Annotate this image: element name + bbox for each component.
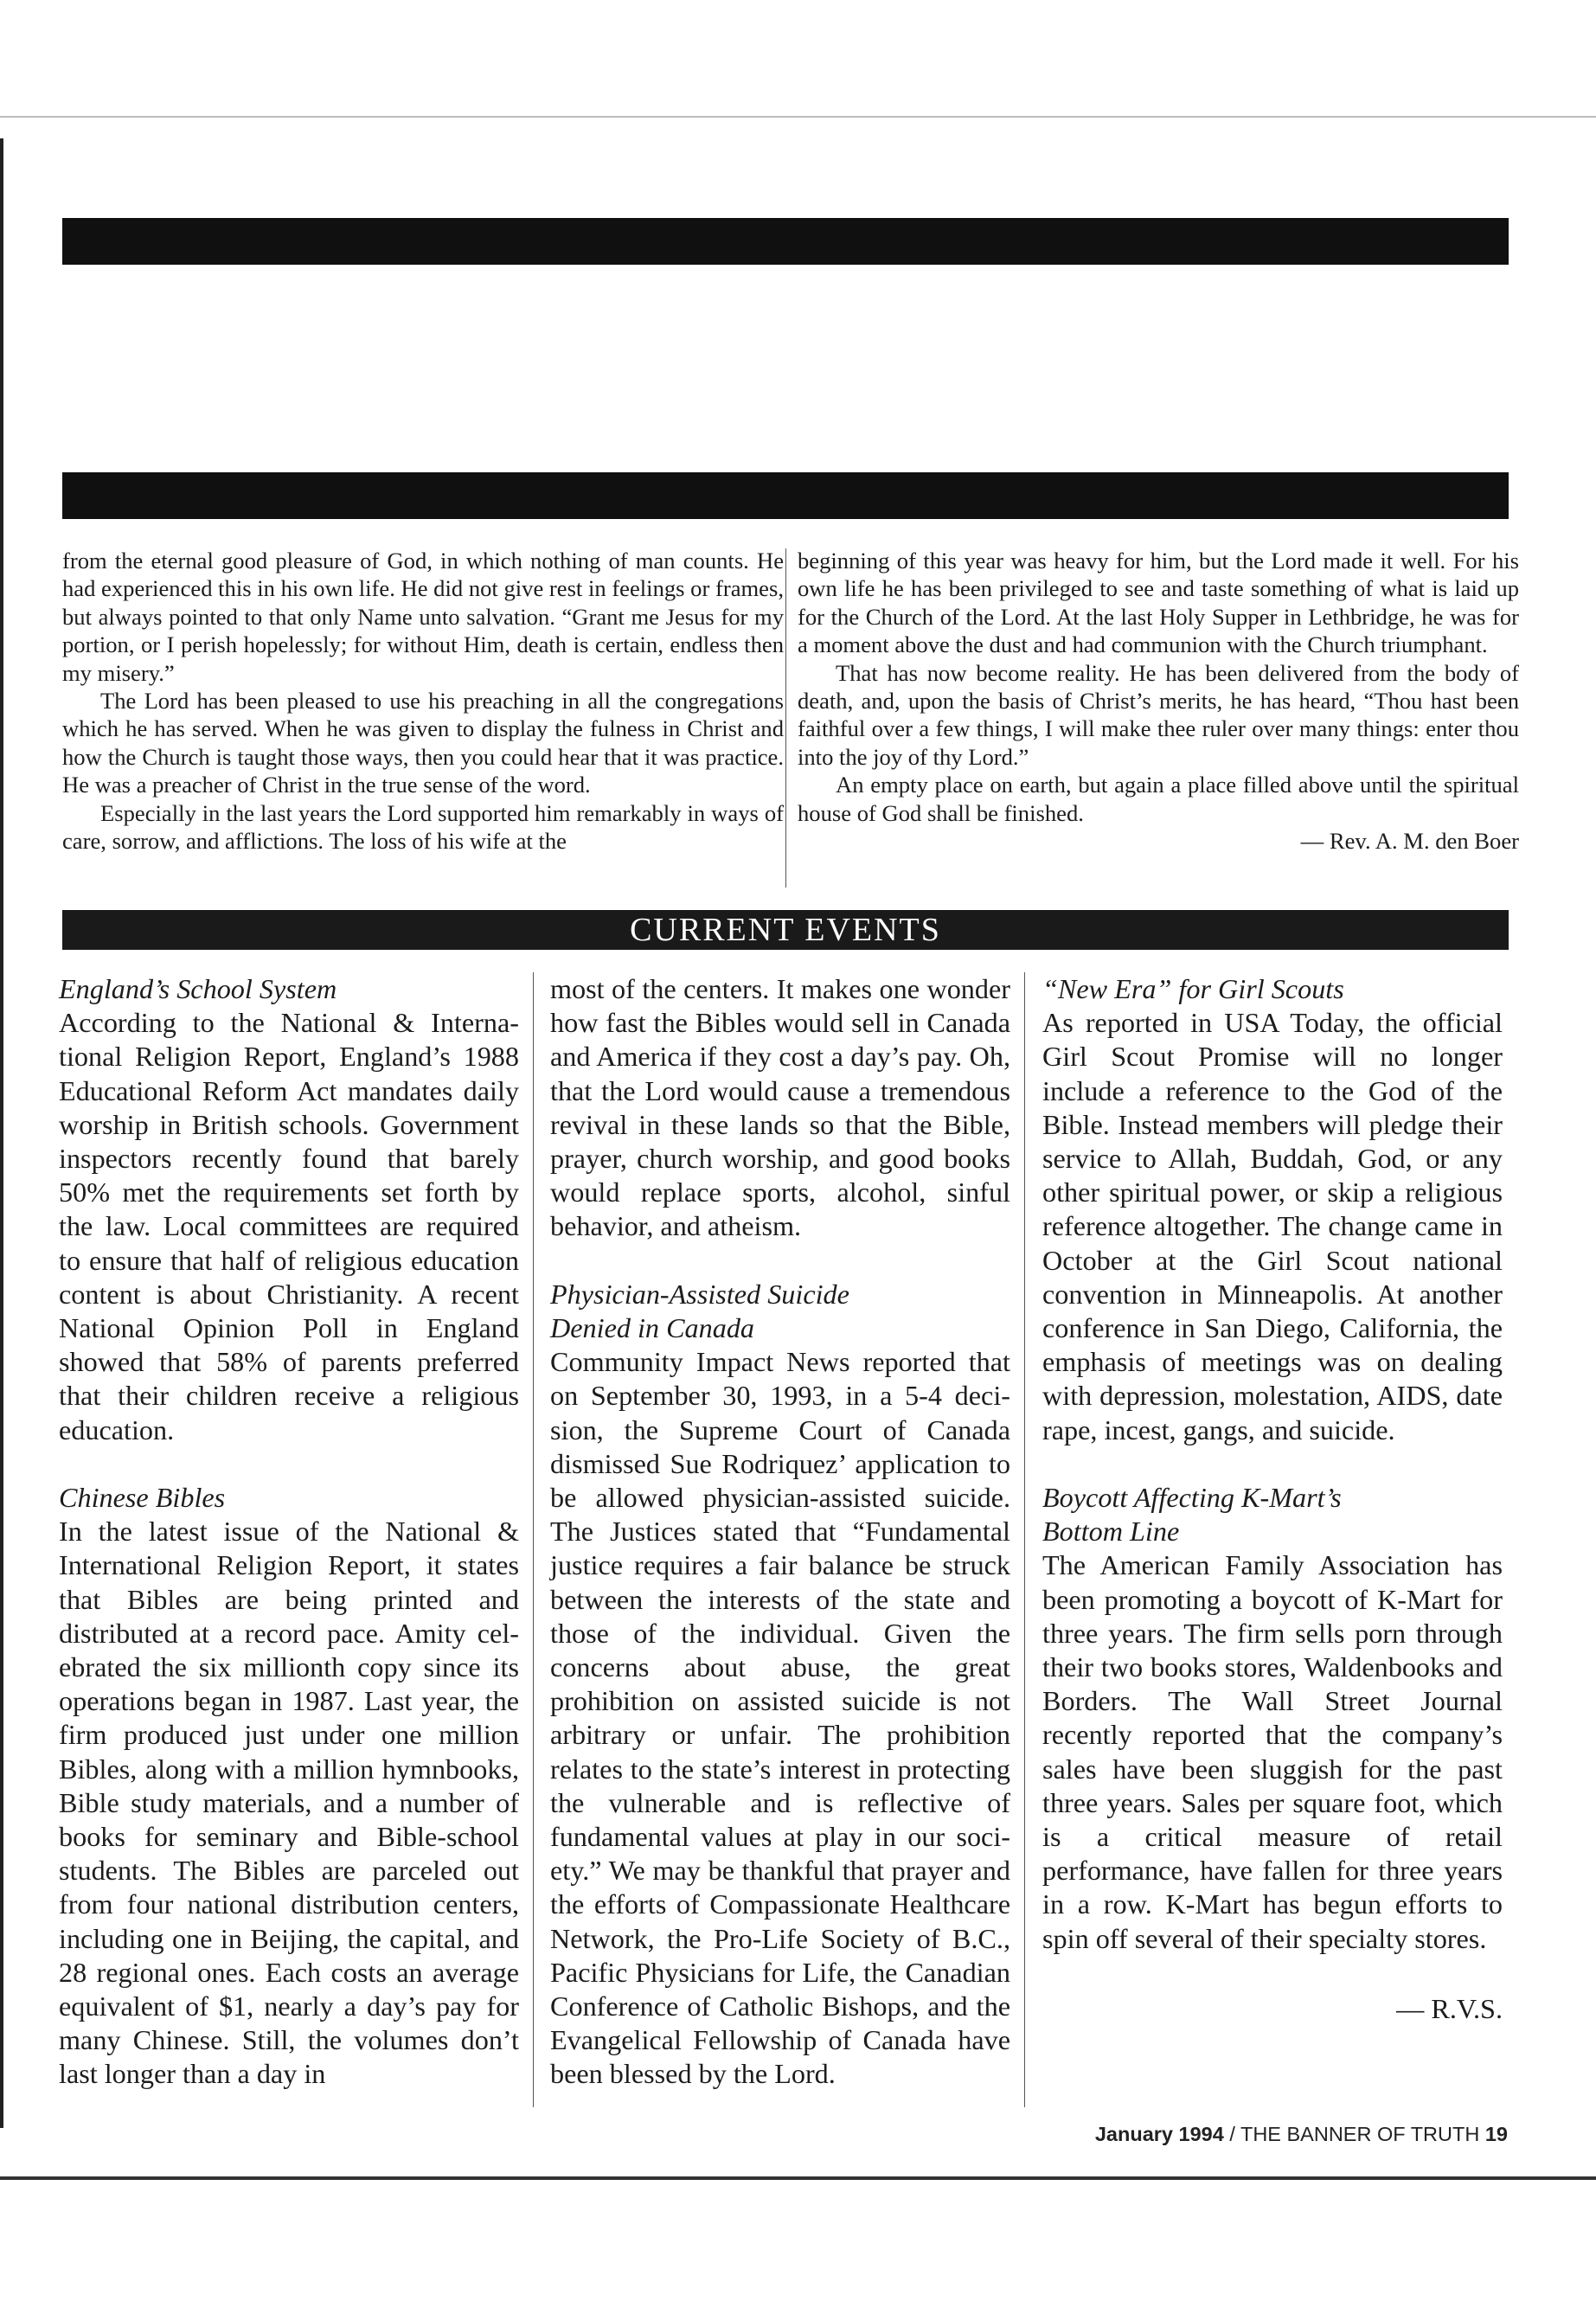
obituary-right-column: [798, 547, 1519, 855]
obituary-paragraph: That has now become reality. He has been delivered from the body of death, and, upon the basis of Christ’s merits, he has heard, “Thou hast been faithful over a few things, I will make thee ruler over many things: enter thou into the joy of thy Lord.”: [798, 659, 1519, 770]
bottom-rule: [0, 2176, 1596, 2180]
events-signature: — R.V.S.: [1396, 1992, 1503, 2024]
article-title: England’s School System: [59, 973, 337, 1004]
column-divider: [785, 548, 786, 888]
events-column-1: [59, 972, 519, 2092]
footer-separator: /: [1223, 2123, 1240, 2145]
article-body: As reported in USA Today, the official Girl Scout Promise will no longer include a reference to the God of the Bible. Instead members will pledge their service to Allah, Buddah, God, or any other spiritual power, or skip a religious reference altogether. The change came in October at the Girl Scout national convention in Minneapolis. At another conference in San Diego, California, the emphasis of meetings was on dealing with depression, molestation, AIDS, date rape, incest, gangs, and suicide.: [1042, 1007, 1503, 1445]
article-body: Community Impact News reported that on September 30, 1993, in a 5-4 decision, the Supreme Court of Canada dismissed Sue Rodriquez’ application to be allowed physician-assisted suicide. The Justices stated that “Fundamental justice requires a fair balance be struck between the interests of the state and those of the individual. Given the concerns about abuse, the great prohibition on assisted suicide is not arbitrary or unfair. The prohibition relates to the state’s interest in protecting the vulnerable and is reflective of fundamental values at play in our society.” We may be thankful that prayer and the efforts of Compassionate Healthcare Network, the Pro-Life Society of B.C., Pacific Physicians for Life, the Canadian Conference of Catholic Bishops, and the Evangelical Fellowship of Canada have been blessed by the Lord.: [550, 1346, 1010, 2090]
current-events-banner: CURRENT EVENTS: [62, 910, 1509, 950]
events-column-2: [550, 972, 1010, 2092]
obituary-paragraph: from the eternal good pleasure of God, in which nothing of man counts. He had experienced this in his own life. He did not give rest in feelings or frames, but always pointed to that only Name unto salvation. “Grant me Jesus for my portion, or I perish hopelessly; for without Him, death is certain, endless then my misery.”: [62, 548, 784, 686]
column-divider: [1024, 972, 1025, 2107]
article-body: According to the National & International Religion Report, England’s 1988 Educational Reform Act mandates daily worship in British schools. Government inspectors recently found that barely 50% met the requirements set forth by the law. Local committees are required to ensure that half of religious education content is about Christianity. A recent National Opinion Poll in England showed that 58% of parents preferred that their children receive a religious education.: [59, 1007, 519, 1445]
article-title: Boycott Affecting K-Mart’s: [1042, 1482, 1342, 1514]
black-band-bottom: [62, 472, 1509, 519]
footer-publication: THE BANNER OF TRUTH: [1240, 2123, 1480, 2145]
scan-edge: [0, 138, 3, 2128]
obituary-left-column: [62, 547, 784, 855]
article-title: Bottom Line: [1042, 1516, 1180, 1548]
footer-date: January 1994: [1094, 2123, 1224, 2145]
article-body: The American Family Association has been promoting a boycott of K-Mart for three years. The firm sells porn through their two books stores, Waldenbooks and Borders. The Wall Street Journal recently reported that the company’s sales have been sluggish for the past three years. Sales per square foot, which is a critical measure of retail performance, have fallen for three years in a row. K-Mart has begun efforts to spin off several of their specialty stores.: [1042, 1549, 1503, 1954]
article-body: In the latest issue of the National & International Religion Report, it states that Bibles are being printed and distributed at a record pace. Amity celebrated the six millionth copy since its operations began in 1987. Last year, the firm produced just under one million Bibles, along with a million hymnbooks, Bible study materials, and a number of books for seminary and Bible-school students. The Bibles are parceled out from four national distribution centers, including one in Beijing, the capital, and 28 regional ones. Each costs an average equivalent of $1, nearly a day’s pay for many Chinese. Still, the volumes don’t last longer than a day in: [59, 1516, 519, 2090]
top-rule: [0, 116, 1596, 118]
black-band-top: [62, 218, 1509, 265]
events-column-3: [1042, 972, 1503, 2026]
article-body: most of the centers. It makes one wonder how fast the Bibles would sell in Canada and America if they cost a day’s pay. Oh, that the Lord would cause a tremendous revival in these lands so that the Bible, prayer, church worship, and good books would replace sports, alcohol, sinful behavior, and atheism.: [550, 973, 1010, 1242]
obituary-paragraph: An empty place on earth, but again a place filled above until the spiritual house of God shall be finished.: [798, 772, 1519, 826]
column-divider: [533, 972, 534, 2107]
article-title: Chinese Bibles: [59, 1482, 226, 1514]
article-title: Denied in Canada: [550, 1312, 755, 1344]
obituary-paragraph: The Lord has been pleased to use his preaching in all the congregations which he has served. When he was given to display the fulness in Christ and how the Church is taught those ways, then you could hear that it was practice. He was a preacher of Christ in the true sense of the word.: [62, 688, 784, 798]
obituary-paragraph: beginning of this year was heavy for him, but the Lord made it well. For his own life he has been privileged to see and taste something of what is laid up for the Church of the Lord. At the last Holy Supper in Lethbridge, he was for a moment above the dust and had communion with the Church triumphant.: [798, 548, 1519, 658]
obituary-signature: — Rev. A. M. den Boer: [1300, 828, 1519, 855]
article-title: “New Era” for Girl Scouts: [1042, 973, 1344, 1004]
page-footer: [1095, 2121, 1508, 2147]
page-number: 19: [1484, 2123, 1508, 2145]
obituary-paragraph: Especially in the last years the Lord supported him remarkably in ways of care, sorrow, and afflictions. The loss of his wife at the: [62, 799, 784, 855]
article-title: Physician-Assisted Suicide: [550, 1278, 849, 1310]
